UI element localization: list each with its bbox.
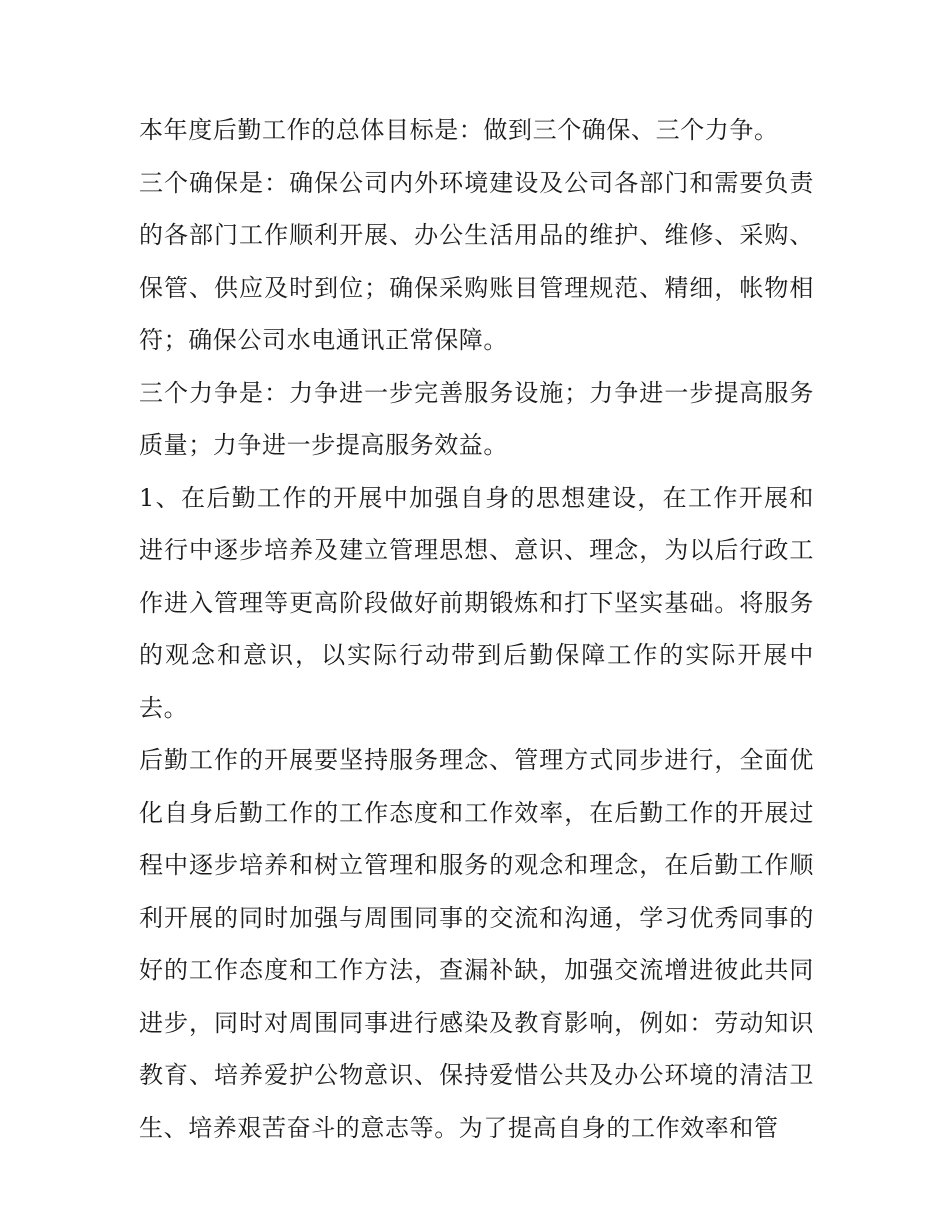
paragraph-service-concept: 后勤工作的开展要坚持服务理念、管理方式同步进行，全面优化自身后勤工作的工作态度和工作效率，在后勤工作的开展过程中逐步培养和树立管理和服务的观念和理念，在后勤工作顺利开展的同时加强与周围同事的交流和沟通，学习优秀同事的好的工作态度和工作方法，查漏补缺，加强交流增进彼此共同进步，同时对周围同事进行感染及教育影响，例如：劳动知识教育、培养爱护公物意识、保持爱惜公共及办公环境的清洁卫生、培养艰苦奋斗的意志等。为了提高自身的工作效率和管 (139, 746, 814, 1142)
paragraph-item-1: 1、在后勤工作的开展中加强自身的思想建设，在工作开展和进行中逐步培养及建立管理思想、意识、理念，为以后行政工作进入管理等更高阶段做好前期锻炼和打下坚实基础。将服务的观念和意识，以实际行动带到后勤保障工作的实际开展中去。 (139, 483, 814, 722)
paragraph-overall-goal: 本年度后勤工作的总体目标是：做到三个确保、三个力争。 (139, 116, 779, 144)
paragraph-three-ensures: 三个确保是：确保公司内外环境建设及公司各部门和需要负责的各部门工作顺利开展、办公生活用品的维护、维修、采购、保管、供应及时到位；确保采购账目管理规范、精细，帐物相符；确保公司水电通讯正常保障。 (139, 168, 814, 354)
paragraph-three-strives: 三个力争是：力争进一步完善服务设施；力争进一步提高服务质量；力争进一步提高服务效益。 (139, 378, 814, 459)
document-body (139, 104, 814, 1154)
